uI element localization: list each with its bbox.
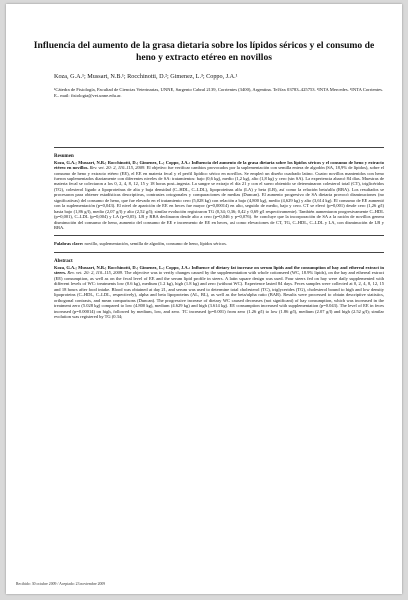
- keywords-text: novillo, suplementación, semilla de algodón, consumo de heno, lípidos séricos.: [84, 241, 227, 247]
- resumen-paragraph: [54, 160, 384, 231]
- resumen-citation: Rev. vet. 20: 2, 110–115, 2009.: [89, 165, 146, 171]
- journal-page: [6, 4, 402, 594]
- article-title: Influencia del aumento de la grasa dietaria sobre los lípidos séricos y el consumo de heno y extracto etéreo en novillos: [33, 40, 375, 63]
- received-accepted-dates: Recibido: 30 octubre 2009 / Aceptado: 23 noviembre 2009: [16, 582, 106, 586]
- resumen-body: El objetivo fue verificar cambios provocados por la suplementación con semilla entera de algodón (SA, 18,9% de lípidos), sobre el consumo de heno y extracto etéreo (EE), el EE en materia fecal y el perfil lipídico sérico en novillos. Se empleó un diseño cuadrado latino. Cuatro novillos mantenidos con heno fueron suplementados diariamente con diferentes niveles de SA: tratamientos: bajo (0,6 kg), medio (1,2 kg), alto (1,8 kg) y cero (sin SA). La experiencia abarcó 84 días. Muestras de materia fecal se colectaron a los 0, 2, 4, 8, 12, 15 y 18 horas post–ingesta. La sangre se extrajo el día 21 y con el suero obtenido se determinaron colesterol total (CT), triglicéridos (TG), colesterol ligado a lipoproteínas de alta y baja densidad (C–HDL, C–LDL), lipoproteínas alfa (LA) y beta (LB), así como la relación beta/alfa (RBA). Los resultados se procesaron para obtener estadísticas descriptivas, contrastes ortogonales y comparaciones de medias (Duncan). El aumento progresivo de SA dietaria provocó disminuciones (no significativas) del consumo de heno, que fue elevado en el tratamiento cero (5,028 kg) con relación a bajo (4,800 kg), medio (4,629 kg) y alto (3,614 kg). El consumo de EE aumentó con la suplementación (p=0,043). El nivel de aparición de EE en heces fue mayor (p=0,00014) en alto, seguido de medio, bajo y cero. CT se elevó (p=0,001) desde cero (1,26 g/l) hasta bajo (1,86 g/l), medio (2,07 g/l) y alto (2,52 g/l); similar evolución registraron TG (0,34; 0,36; 0,42 y 0,69 g/l respectivamente). También aumentaron progresivamente C–HDL (p=0,001), C–LDL (p=0,004) y LA (p=0,05). LB y RBA declinaron desde alto a cero (p=0,046 y p=0,076). Se concluye que la incorporación de SA a la ración de novillos genera disminución del consumo de heno, aumento del consumo de EE e incremento de EE en heces, así como elevaciones de CT, TG, C–HDL, C–LDL y LA, con disminución de LB y RBA.: [54, 165, 384, 231]
- abstract-heading: Abstract: [54, 258, 73, 264]
- summary-box: [54, 147, 384, 320]
- divider: [54, 252, 384, 253]
- abstract-body: The objective was to verify changes caused by the supplementation with whole cottonseed (WC, 18.9% lipids), on the hay and ethereal extract (EE) consumption, as well as on the fecal level of EE and the serum lipid profile in steers. A latin square design was used. Four steers fed on hay were daily supplemented with different levels of WC: treatments low (0.6 kg), medium (1.2 kg), high (1.8 kg) and zero (without WC). Experience lasted 84 days. Feces samples were collected at 0, 2, 4, 8, 12, 15 and 18 hours after food intake. Blood was obtained at day 21, and serum was used to determine total cholesterol (TC), triglycerides (TG), cholesterol bound to high and low density lipoproteins (C–HDL, C–LDL, respectively), alpha and beta lipoproteins (AL, BL), as well as the beta/alpha ratio (BAR). Results were processed to obtain descriptive statistics, orthogonal contrasts, and mean comparisons (Duncan). The progressive increase of dietary WC caused decreases (not significant) of hay consumption, which was increased in the treatment zero (5.028 kg) compared to low (4.800 kg), medium (4.629 kg) and high (3.614 kg). EE consumption increased with supplementation (p=0.043). The level of EE in feces increased (p=0.00014) on high, followed by medium, low, and zero. TC increased (p=0.001) from zero (1.26 g/l) to low (1.86 g/l), medium (2.07 g/l) and high (2.52 g/l); similar evolution was registered by TG (0.34;: [54, 270, 385, 320]
- author-line: Koza, G.A.¹; Mussart, N.B.¹; Rocchinotti, D.²; Gimenez, L.³; Coppo, J.A.¹: [54, 73, 238, 80]
- divider: [54, 235, 384, 236]
- keywords: [54, 241, 384, 246]
- abstract-citation: Rev. vet. 20: 2, 110–115, 2009.: [67, 270, 124, 276]
- affiliation: ¹Cátedra de Fisiología, Facultad de Ciencias Veterinarias, UNNE, Sargento Cabral 2139, Corrientes (3400), Argentina. Tel/fax 03783–425753. ²INTA Mercedes. ³INTA Corrientes. E– mail: fisiologia@vet.unne.edu.ar.: [54, 86, 384, 98]
- abstract-lead: Koza, G.A.; Mussart, N.B.; Rocchinotti, D.; Gimenez, L.; Coppo, J.A.: Influence of dietary fat increase on serum lipids and the consumption of hay and ethereal extract in steers.: [54, 264, 384, 276]
- resumen-lead: Koza, G.A.; Mussart, N.B.; Rocchinotti, D.; Gimenez, L.; Coppo, J.A.: Influencia del aumento de la grasa dietaria sobre los lípidos séricos y el consumo de heno y extracto etéreo en novillos.: [54, 159, 384, 171]
- keywords-label: Palabras clave:: [54, 241, 84, 247]
- abstract-paragraph: [54, 265, 384, 320]
- resumen-heading: Resumen: [54, 153, 74, 159]
